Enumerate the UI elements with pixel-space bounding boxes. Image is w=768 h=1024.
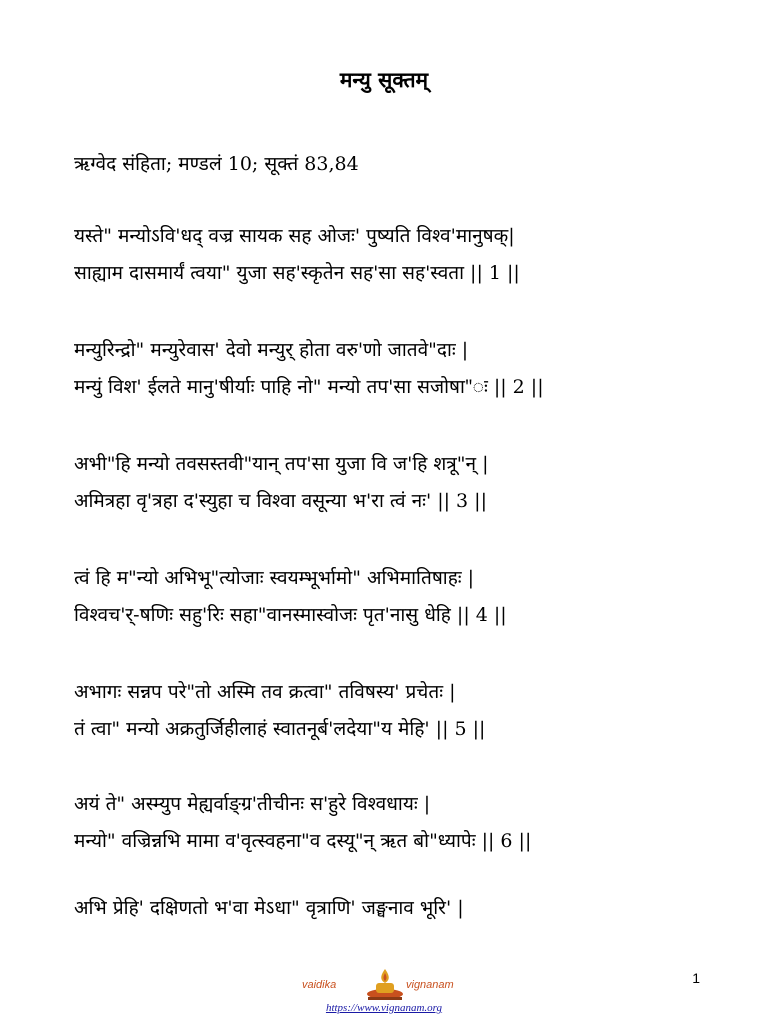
logo-text-right: vignanam <box>406 979 454 991</box>
verse-line: साह्याम दासमार्यं त्वया" युजा सह'स्कृतेन सह'सा सह'स्वता || 1 || <box>74 262 520 284</box>
verse-line: मन्यो" वज्रिन्नभि मामा व'वृत्स्वहना"व दस्यू"न् ऋत बो"ध्यापेः || 6 || <box>74 830 532 852</box>
verse-6 <box>74 786 531 860</box>
lamp-logo-icon <box>300 966 470 1002</box>
page-number: 1 <box>692 970 700 986</box>
verse-line: अभागः सन्नप परे"तो अस्मि तव क्रत्वा" तविषस्य' प्रचेतः | <box>74 681 456 703</box>
verse-5 <box>74 674 485 748</box>
verse-line: मन्युं विश' ईलते मानु'षीर्याः पाहि नो" मन्यो तप'सा सजोषा"ः || 2 || <box>74 376 544 398</box>
verse-1 <box>74 218 520 292</box>
verse-line: अभि प्रेहि' दक्षिणतो भ'वा मेऽधा" वृत्राणि' जङ्घनाव भूरि' | <box>74 897 464 919</box>
logo-text-left: vaidika <box>302 979 337 991</box>
verse-line: विश्वच'र्-षणिः सहु'रिः सहा"वानस्मास्वोजः पृत'नासु धेहि || 4 || <box>74 604 507 626</box>
verse-line: अभी"हि मन्यो तवसस्तवी"यान् तप'सा युजा वि ज'हि शत्रू"न् | <box>74 453 489 475</box>
verse-line: त्वं हि म"न्यो अभिभू"त्योजाः स्वयम्भूर्भामो" अभिमातिषाहः | <box>74 567 475 589</box>
verse-7 <box>74 890 464 927</box>
verse-line: मन्युरिन्द्रो" मन्युरेवास' देवो मन्युर् होता वरु'णो जातवे"दाः | <box>74 339 469 361</box>
footer-url-link[interactable]: https://www.vignanam.org <box>325 1002 443 1014</box>
document-subtitle: ऋग्वेद संहिता; मण्डलं 10; सूक्तं 83,84 <box>74 153 359 175</box>
verse-4 <box>74 560 507 634</box>
oil-lamp-icon <box>367 969 403 1000</box>
verse-line: अमित्रहा वृ'त्रहा द'स्युहा च विश्वा वसून्या भ'रा त्वं नः' || 3 || <box>74 490 487 512</box>
verse-line: अयं ते" अस्म्युप मेह्यर्वाङ्ग्र'तीचीनः स'हुरे विश्वधायः | <box>74 793 431 815</box>
verse-3 <box>74 446 489 520</box>
vaidika-vignanam-logo <box>300 966 470 1002</box>
page-title: मन्यु सूक्तम् <box>339 67 429 92</box>
verse-line: तं त्वा" मन्यो अक्रतुर्जिहीलाहं स्वातनूर्ब'लदेया"य मेहि' || 5 || <box>74 718 486 740</box>
verse-line: यस्ते" मन्योऽवि'धद् वज्र सायक सह ओजः' पुष्यति विश्व'मानुषक्| <box>74 225 515 247</box>
verse-2 <box>74 332 544 406</box>
